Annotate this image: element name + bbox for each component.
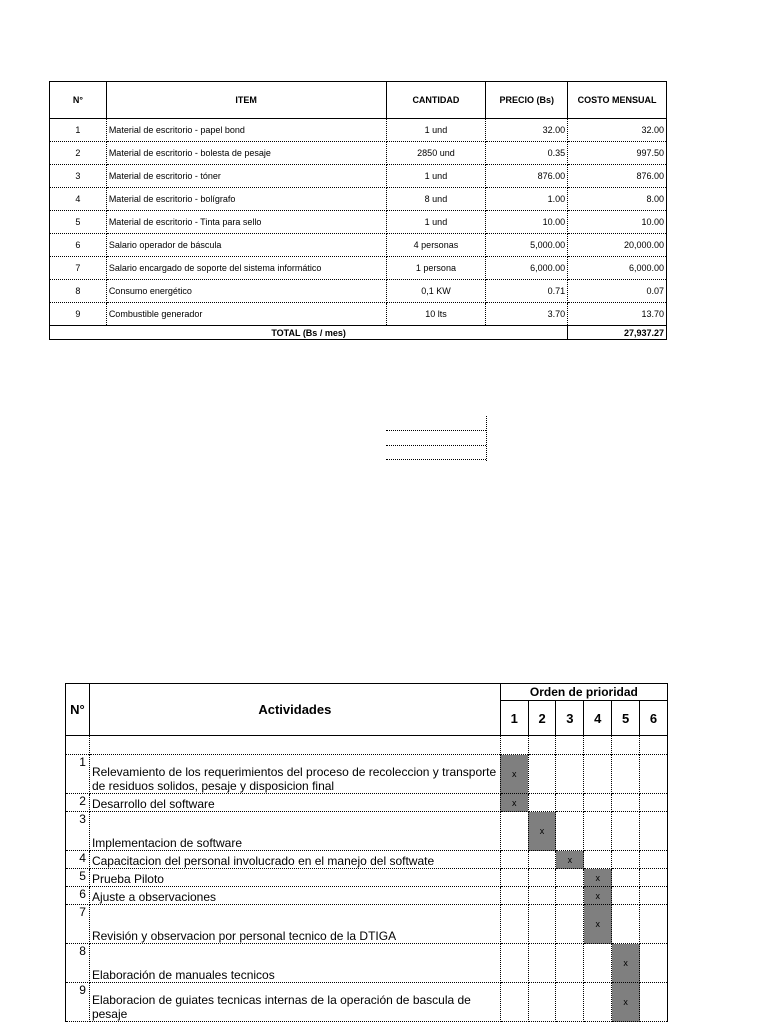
table-row [50, 188, 667, 211]
cell-n: 8 [50, 280, 107, 303]
priority-cell [500, 851, 528, 869]
cell-precio: 3.70 [486, 303, 568, 326]
priority-cell [612, 905, 640, 944]
priority-cell [500, 905, 528, 944]
cost-table-body [50, 119, 667, 340]
priority-cell [640, 983, 668, 1022]
priority-cell [528, 869, 556, 887]
list-item [66, 755, 668, 794]
priority-table-body [66, 736, 668, 1022]
cell-precio: 0.71 [486, 280, 568, 303]
activity-number: 8 [66, 944, 90, 983]
priority-cell [556, 944, 584, 983]
priority-cell [640, 794, 668, 812]
activity-label: Ajuste a observaciones [89, 887, 500, 905]
cell-cantidad: 4 personas [386, 234, 486, 257]
table-row [50, 257, 667, 280]
priority-cell [556, 887, 584, 905]
priority-cell [612, 851, 640, 869]
total-label: TOTAL (Bs / mes) [50, 326, 568, 340]
priority-cell [556, 794, 584, 812]
priority-cell [528, 983, 556, 1022]
activity-number: 1 [66, 755, 90, 794]
cell-costo: 10.00 [568, 211, 667, 234]
dotted-line [386, 445, 486, 446]
activity-label: Implementacion de software [89, 812, 500, 851]
cell-item: Material de escritorio - Tinta para sello [106, 211, 386, 234]
cell-cantidad: 2850 und [386, 142, 486, 165]
priority-table [65, 683, 668, 1022]
cost-table-header [50, 82, 667, 119]
cell-costo: 32.00 [568, 119, 667, 142]
list-item [66, 851, 668, 869]
activity-label: Desarrollo del software [89, 794, 500, 812]
activity-number: 3 [66, 812, 90, 851]
priority-column-5: 5 [612, 701, 640, 736]
priority-header-row [66, 684, 668, 701]
cell-n: 3 [50, 165, 107, 188]
cell-precio: 5,000.00 [486, 234, 568, 257]
cell-precio: 1.00 [486, 188, 568, 211]
list-item [66, 905, 668, 944]
priority-cell [640, 755, 668, 794]
spacer-row [66, 736, 668, 755]
header-n: N° [50, 82, 107, 119]
cell-precio: 0.35 [486, 142, 568, 165]
cell-cantidad: 0,1 KW [386, 280, 486, 303]
cell-n: 9 [50, 303, 107, 326]
activity-label: Revisión y observacion por personal tecnico de la DTIGA [89, 905, 500, 944]
table-row [50, 142, 667, 165]
priority-cell [528, 755, 556, 794]
priority-cell [584, 983, 612, 1022]
activity-label: Elaboración de manuales tecnicos [89, 944, 500, 983]
table-row [50, 119, 667, 142]
cell-precio: 876.00 [486, 165, 568, 188]
cell-costo: 876.00 [568, 165, 667, 188]
priority-mark: x [528, 812, 556, 851]
priority-mark: x [612, 944, 640, 983]
list-item [66, 869, 668, 887]
dotted-line [386, 430, 486, 431]
activity-number: 9 [66, 983, 90, 1022]
priority-cell [500, 983, 528, 1022]
cell-precio: 6,000.00 [486, 257, 568, 280]
activity-label: Relevamiento de los requerimientos del proceso de recoleccion y transporte de residuos solidos, pesaje y disposicion final [89, 755, 500, 794]
priority-cell [640, 851, 668, 869]
cell-n: 5 [50, 211, 107, 234]
cell-cantidad: 8 und [386, 188, 486, 211]
list-item [66, 812, 668, 851]
priority-cell [612, 755, 640, 794]
list-item [66, 794, 668, 812]
activity-label: Capacitacion del personal involucrado en el manejo del softwate [89, 851, 500, 869]
priority-cell [584, 755, 612, 794]
priority-column-6: 6 [640, 701, 668, 736]
cell-costo: 20,000.00 [568, 234, 667, 257]
cell-costo: 13.70 [568, 303, 667, 326]
priority-column-1: 1 [500, 701, 528, 736]
cell-item: Salario encargado de soporte del sistema informático [106, 257, 386, 280]
priority-cell [640, 944, 668, 983]
priority-cell [556, 869, 584, 887]
activity-number: 7 [66, 905, 90, 944]
cell-precio: 10.00 [486, 211, 568, 234]
activity-number: 6 [66, 887, 90, 905]
cell-cantidad: 1 und [386, 165, 486, 188]
priority-cell [528, 944, 556, 983]
cell-n: 7 [50, 257, 107, 280]
priority-cell [528, 794, 556, 812]
cell-costo: 0.07 [568, 280, 667, 303]
dotted-line [486, 416, 487, 461]
table-row [50, 234, 667, 257]
priority-mark: x [584, 869, 612, 887]
priority-cell [584, 812, 612, 851]
priority-mark: x [556, 851, 584, 869]
cell-n: 2 [50, 142, 107, 165]
priority-cell [500, 869, 528, 887]
activity-label: Prueba Piloto [89, 869, 500, 887]
priority-column-2: 2 [528, 701, 556, 736]
priority-cell [500, 887, 528, 905]
activity-number: 5 [66, 869, 90, 887]
priority-column-3: 3 [556, 701, 584, 736]
table-row [50, 211, 667, 234]
priority-cell [612, 869, 640, 887]
activity-label: Elaboracion de guiates tecnicas internas de la operación de bascula de pesaje [89, 983, 500, 1022]
priority-cell [500, 812, 528, 851]
header-item: ITEM [106, 82, 386, 119]
cell-n: 6 [50, 234, 107, 257]
cell-cantidad: 10 lts [386, 303, 486, 326]
cell-item: Material de escritorio - bolígrafo [106, 188, 386, 211]
cell-cantidad: 1 und [386, 119, 486, 142]
priority-cell [640, 812, 668, 851]
priority-cell [528, 887, 556, 905]
cell-item: Material de escritorio - tóner [106, 165, 386, 188]
priority-cell [500, 944, 528, 983]
list-item [66, 944, 668, 983]
priority-mark: x [500, 755, 528, 794]
priority-column-4: 4 [584, 701, 612, 736]
priority-cell [612, 794, 640, 812]
header-n: N° [66, 684, 90, 736]
cell-item: Salario operador de báscula [106, 234, 386, 257]
priority-mark: x [612, 983, 640, 1022]
cost-table [49, 81, 667, 340]
table-row [50, 303, 667, 326]
priority-cell [640, 905, 668, 944]
priority-cell [584, 851, 612, 869]
cell-item: Consumo energético [106, 280, 386, 303]
cell-cantidad: 1 und [386, 211, 486, 234]
cell-costo: 8.00 [568, 188, 667, 211]
priority-cell [584, 794, 612, 812]
stray-dotted-lines [386, 416, 487, 461]
cell-cantidad: 1 persona [386, 257, 486, 280]
priority-cell [612, 887, 640, 905]
cell-item: Combustible generador [106, 303, 386, 326]
priority-cell [640, 887, 668, 905]
cell-costo: 6,000.00 [568, 257, 667, 280]
list-item [66, 983, 668, 1022]
table-row [50, 280, 667, 303]
cell-item: Material de escritorio - papel bond [106, 119, 386, 142]
table-row [50, 165, 667, 188]
priority-cell [556, 812, 584, 851]
priority-cell [584, 944, 612, 983]
priority-cell [556, 755, 584, 794]
priority-mark: x [584, 887, 612, 905]
priority-cell [612, 812, 640, 851]
header-costo-mensual: COSTO MENSUAL [568, 82, 667, 119]
cell-n: 4 [50, 188, 107, 211]
header-cantidad: CANTIDAD [386, 82, 486, 119]
header-orden-de-prioridad: Orden de prioridad [500, 684, 667, 701]
priority-cell [640, 869, 668, 887]
cell-costo: 997.50 [568, 142, 667, 165]
total-row [50, 326, 667, 340]
cell-precio: 32.00 [486, 119, 568, 142]
cell-item: Material de escritorio - bolesta de pesaje [106, 142, 386, 165]
priority-cell [556, 905, 584, 944]
priority-cell [528, 851, 556, 869]
cell-n: 1 [50, 119, 107, 142]
priority-mark: x [584, 905, 612, 944]
priority-mark: x [500, 794, 528, 812]
activity-number: 4 [66, 851, 90, 869]
header-actividades: Actividades [89, 684, 500, 736]
priority-cell [528, 905, 556, 944]
header-precio: PRECIO (Bs) [486, 82, 568, 119]
activity-number: 2 [66, 794, 90, 812]
total-value: 27,937.27 [568, 326, 667, 340]
list-item [66, 887, 668, 905]
priority-cell [556, 983, 584, 1022]
dotted-line [386, 459, 486, 460]
